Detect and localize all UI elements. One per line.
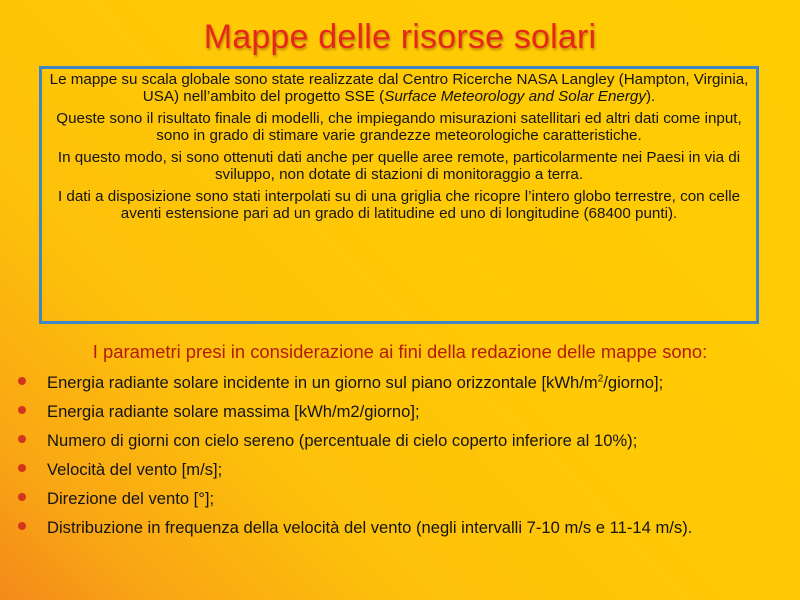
bullet-dot-icon: [18, 522, 26, 530]
list-item-text: Velocità del vento [m/s];: [47, 460, 223, 479]
info-paragraph-2: Queste sono il risultato finale di modelli, che impiegando misurazioni satellitari ed altri dati come input, sono in grado di stimare varie grandezze meteorologiche caratteristiche.: [56, 110, 742, 144]
list-item: [18, 488, 768, 510]
list-item-text: Energia radiante solare massima [kWh/m2/giorno];: [47, 402, 420, 421]
bullet-dot-icon: [18, 377, 26, 385]
parameters-list: [18, 372, 768, 546]
list-item-text: Energia radiante solare incidente in un giorno sul piano orizzontale [kWh/m: [47, 373, 598, 392]
info-box: [39, 66, 759, 324]
info-paragraph-1-text: Le mappe su scala globale sono state realizzate dal Centro Ricerche NASA Langley (Hampton, Virginia, USA) nell’ambito del progetto SSE (: [49, 71, 749, 105]
info-paragraph-1-italic: Surface Meteorology and Solar Energy: [384, 88, 646, 105]
list-item-text-end: /giorno];: [603, 373, 664, 392]
list-item: [18, 372, 768, 394]
info-paragraph-3: In questo modo, si sono ottenuti dati anche per quelle aree remote, particolarmente nei Paesi in via di sviluppo, non dotate di stazioni di monitoraggio a terra.: [57, 149, 741, 183]
bullet-dot-icon: [18, 464, 26, 472]
list-item-text: Distribuzione in frequenza della velocità del vento (negli intervalli 7-10 m/s e 11-14 m/s).: [47, 518, 693, 537]
info-paragraph-4: I dati a disposizione sono stati interpolati su di una griglia che ricopre l’intero globo terrestre, con celle aventi estensione pari ad un grado di latitudine ed uno di longitudine (68400 punti).: [57, 188, 741, 222]
list-item: [18, 459, 768, 481]
info-paragraph-1-end: ).: [645, 88, 656, 105]
bullet-dot-icon: [18, 493, 26, 501]
superscript: 2: [597, 373, 604, 385]
list-item: [18, 401, 768, 423]
list-item: [18, 517, 768, 539]
list-item: [18, 430, 768, 452]
bullet-dot-icon: [18, 406, 26, 414]
list-item-text: Numero di giorni con cielo sereno (percentuale di cielo coperto inferiore al 10%);: [47, 431, 638, 450]
info-paragraph-1: [48, 71, 750, 105]
parameters-heading: I parametri presi in considerazione ai fini della redazione delle mappe sono:: [92, 341, 708, 362]
list-item-text: Direzione del vento [°];: [47, 489, 215, 508]
bullet-dot-icon: [18, 435, 26, 443]
slide-title: Mappe delle risorse solari: [203, 18, 597, 56]
